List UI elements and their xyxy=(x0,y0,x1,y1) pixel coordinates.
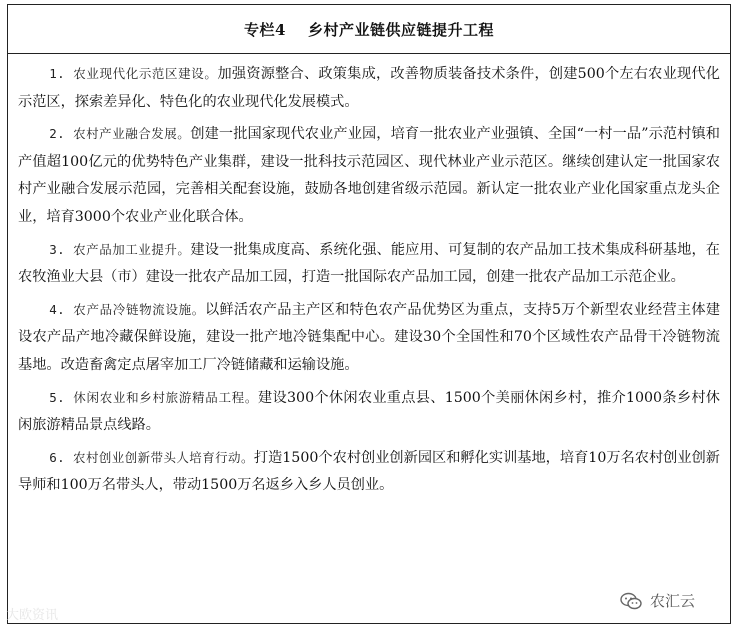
list-item xyxy=(18,236,720,292)
watermark-left: 大欧资讯 xyxy=(6,608,59,623)
item-text: 创建一批国家现代农业产业园，培育一批农业产业强镇、全国“一村一品”示范村镇和产值超100亿元的优势特色产业集群，建设一批科技示范园区、现代林业产业示范区。继续创建认定一批国家农村产业融合发展示范园，完善相关配套设施，鼓励各地创建省级示范园。新认定一批农业产业化国家重点龙头企业，培育3000个农业产业化联合体。 xyxy=(18,126,720,225)
box-title-text: 乡村产业链供应链提升工程 xyxy=(307,20,494,39)
item-text: 打造1500个农村创业创新园区和孵化实训基地，培育10万名农村创业创新导师和100万名带头人，带动1500万名返乡入乡人员创业。 xyxy=(18,449,720,494)
watermark-right-text: 农汇云 xyxy=(650,592,696,610)
item-text: 建设300个休闲农业重点县、1500个美丽休闲乡村，推介1000条乡村休闲旅游精品景点线路。 xyxy=(18,389,720,434)
item-text: 建设一批集成度高、系统化强、能应用、可复制的农产品加工技术集成科研基地，在农牧渔业大县（市）建设一批农产品加工园，打造一批国际农产品加工园，创建一批农产品加工示范企业。 xyxy=(18,241,720,286)
wechat-icon xyxy=(620,592,642,610)
list-item xyxy=(18,296,720,380)
item-lead: 1. 农业现代化示范区建设。 xyxy=(49,66,218,81)
item-lead: 2. 农村产业融合发展。 xyxy=(49,126,191,142)
item-lead: 3. 农产品加工业提升。 xyxy=(49,241,191,257)
box-title-label: 专栏4 xyxy=(244,20,286,39)
list-item xyxy=(18,120,720,231)
list-item xyxy=(18,60,720,116)
item-lead: 5. 休闲农业和乡村旅游精品工程。 xyxy=(49,389,259,405)
box-title xyxy=(8,5,730,54)
item-lead: 6. 农村创业创新带头人培育行动。 xyxy=(49,449,254,465)
item-text: 以鲜活农产品主产区和特色农产品优势区为重点，支持5万个新型农业经营主体建设农产品产地冷藏保鲜设施，建设一批产地冷链集配中心。建设30个全国性和70个区域性农产品骨干冷链物流基地。改造畜禽定点屠宰加工厂冷链储藏和运输设施。 xyxy=(18,301,721,373)
list-item xyxy=(18,384,720,440)
box-body xyxy=(8,54,730,500)
feature-box xyxy=(7,4,731,624)
list-item xyxy=(18,444,720,500)
item-lead: 4. 农产品冷链物流设施。 xyxy=(49,301,205,317)
watermark-right xyxy=(620,590,695,611)
item-text: 加强资源整合、政策集成，改善物质装备技术条件，创建500个左右农业现代化示范区，探索差异化、特色化的农业现代化发展模式。 xyxy=(18,66,720,110)
